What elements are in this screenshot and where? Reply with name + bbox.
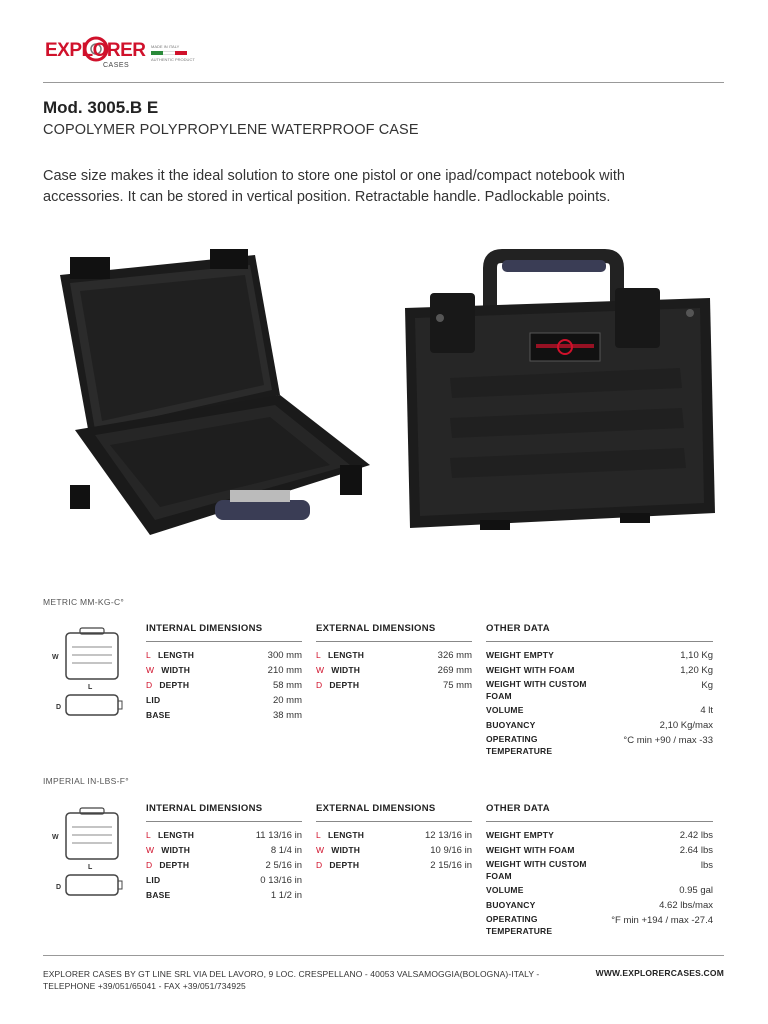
table-row: OPERATING TEMPERATURE °F min +194 / max -27.4 [486,914,713,936]
case-dimension-diagram-metric [52,625,132,725]
table-row: L LENGTH 11 13/16 in [146,830,302,841]
table-row: WEIGHT WITH FOAM 1,20 Kg [486,665,713,676]
case-dimension-diagram-imperial [52,805,132,905]
table-row: W WIDTH 269 mm [316,665,472,676]
case-closed-photo [390,248,720,548]
product-subtitle: COPOLYMER POLYPROPYLENE WATERPROOF CASE [43,122,419,138]
imperial-label: IMPERIAL IN-LBS-F° [43,776,129,786]
metric-internal-heading: INTERNAL DIMENSIONS [146,623,302,642]
diagram-l-label: L [88,684,93,691]
model-title: Mod. 3005.B E [43,98,159,117]
imperial-other-heading: OTHER DATA [486,803,713,822]
table-row: WEIGHT WITH CUSTOM FOAM Kg [486,679,713,701]
diagram-d-label: D [56,704,62,711]
table-row: BUOYANCY 2,10 Kg/max [486,720,713,731]
bottom-divider [43,955,724,956]
badge-line-1: MADE IN ITALY [151,44,180,49]
italy-flag-icon [151,51,187,55]
imperial-external-heading: EXTERNAL DIMENSIONS [316,803,472,822]
table-row: WEIGHT EMPTY 1,10 Kg [486,650,713,661]
diagram-l-label: L [88,864,93,871]
product-description: Case size makes it the ideal solution to store one pistol or one ipad/compact notebook with accessories. It can be stored in vertical position. Retractable handle. Padlockable points. [43,168,625,205]
top-divider [43,82,724,83]
company-address: EXPLORER CASES BY GT LINE SRL VIA DEL LAVORO, 9 LOC. CRESPELLANO - 40053 VALSAMOGGIA(BOLOGNA)-ITALY - TELEPHONE +39/051/65041 - FAX +39/051/734925 [43,969,540,991]
table-row: LID 20 mm [146,695,302,706]
brand-name: EXPLORER [45,40,146,61]
brand-sub: CASES [103,62,130,69]
made-in-italy-badge [151,44,195,66]
imperial-internal-heading: INTERNAL DIMENSIONS [146,803,302,822]
metric-external-heading: EXTERNAL DIMENSIONS [316,623,472,642]
table-row: BASE 38 mm [146,710,302,721]
table-row: VOLUME 4 lt [486,705,713,716]
table-row: D DEPTH 58 mm [146,680,302,691]
table-row: BASE 1 1/2 in [146,890,302,901]
case-open-photo [50,245,375,545]
table-row: W WIDTH 10 9/16 in [316,845,472,856]
metric-other-heading: OTHER DATA [486,623,713,642]
table-row: D DEPTH 2 15/16 in [316,860,472,871]
imperial-other-data [486,803,713,938]
table-row: W WIDTH 8 1/4 in [146,845,302,856]
diagram-w-label: W [52,654,59,661]
table-row: W WIDTH 210 mm [146,665,302,676]
table-row: L LENGTH 300 mm [146,650,302,661]
table-row: D DEPTH 75 mm [316,680,472,691]
metric-label: METRIC MM-KG-C° [43,597,125,607]
table-row: LID 0 13/16 in [146,875,302,886]
website-link[interactable]: WWW.EXPLORERCASES.COM [595,968,724,978]
table-row: WEIGHT EMPTY 2.42 lbs [486,830,713,841]
imperial-internal-dimensions [146,803,302,903]
metric-internal-dimensions [146,623,302,723]
diagram-d-label: D [56,884,62,891]
metric-external-dimensions [316,623,472,693]
metric-other-data [486,623,713,758]
table-row: D DEPTH 2 5/16 in [146,860,302,871]
table-row: WEIGHT WITH CUSTOM FOAM lbs [486,859,713,881]
table-row: L LENGTH 326 mm [316,650,472,661]
table-row: WEIGHT WITH FOAM 2.64 lbs [486,845,713,856]
badge-line-2: AUTHENTIC PRODUCT [151,57,195,62]
table-row: BUOYANCY 4.62 lbs/max [486,900,713,911]
table-row: L LENGTH 12 13/16 in [316,830,472,841]
table-row: OPERATING TEMPERATURE °C min +90 / max -33 [486,734,713,756]
brand-logo [43,30,193,74]
imperial-external-dimensions [316,803,472,873]
diagram-w-label: W [52,834,59,841]
table-row: VOLUME 0.95 gal [486,885,713,896]
